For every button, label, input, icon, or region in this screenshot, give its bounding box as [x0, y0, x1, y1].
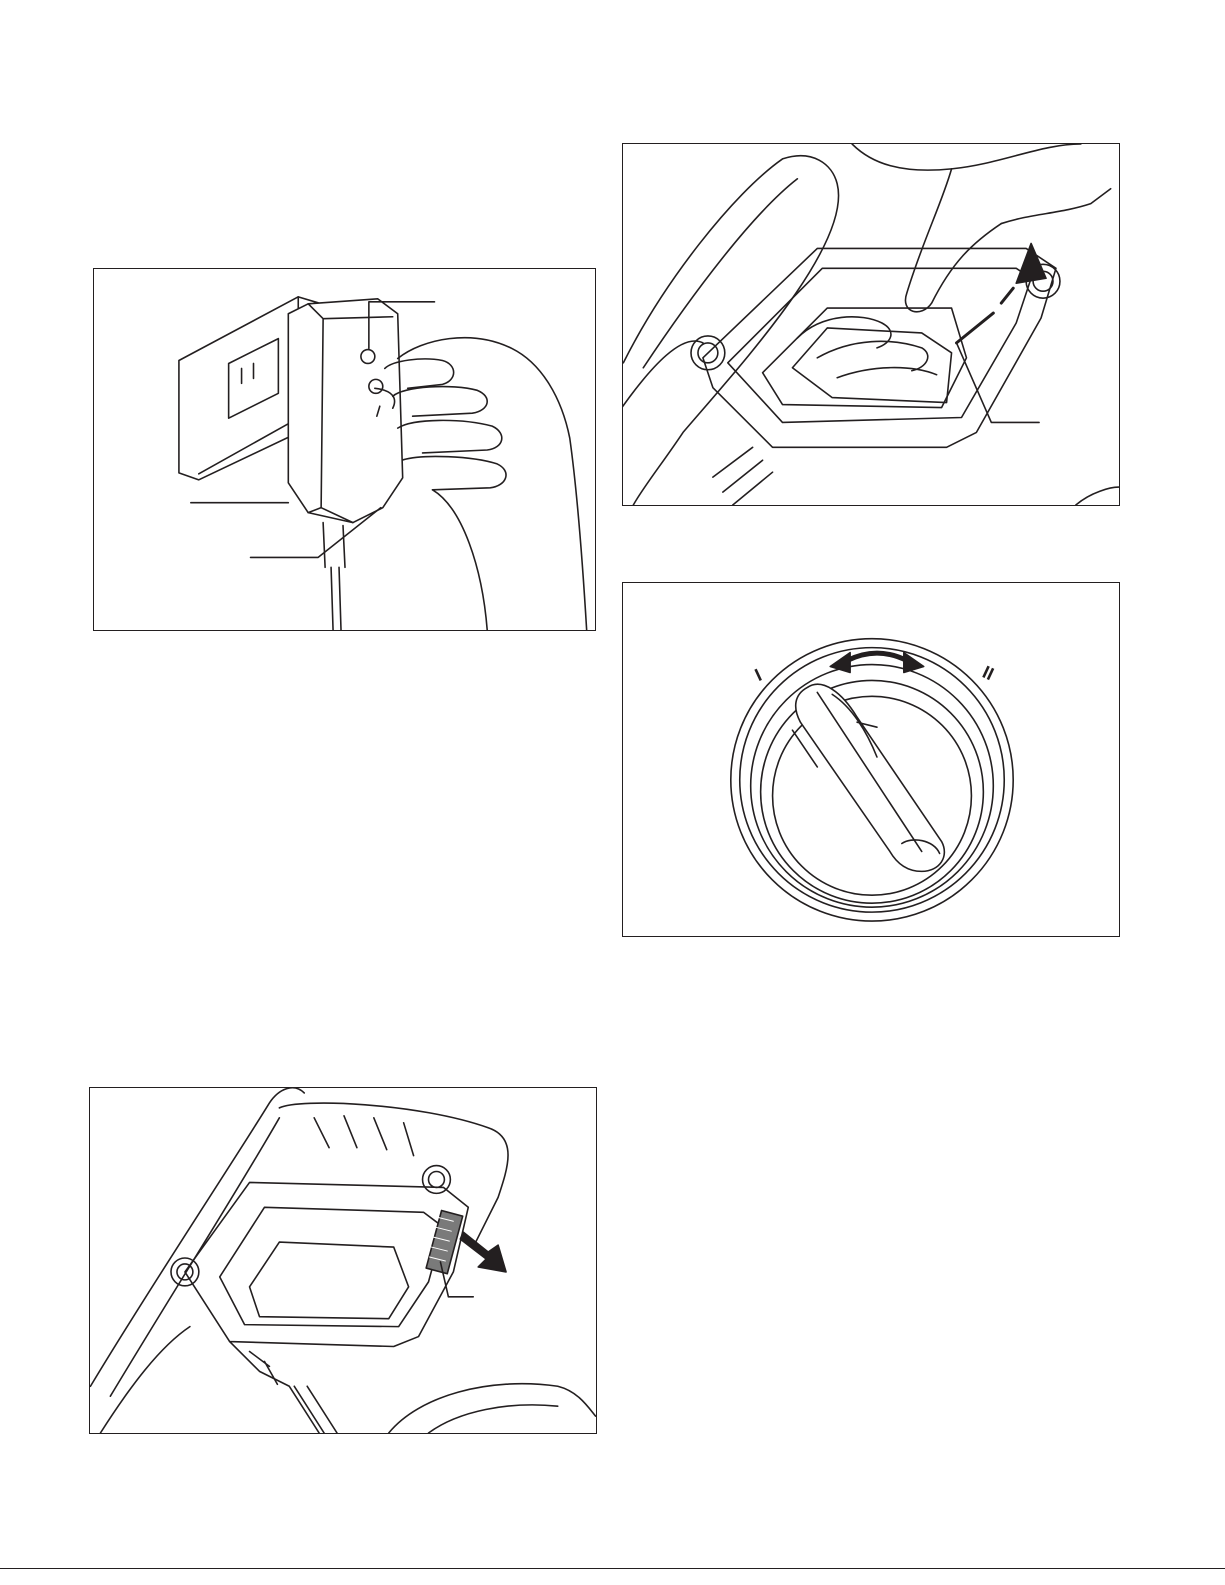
- battery-switch-illustration: [90, 1088, 596, 1433]
- figure-battery-removal: [622, 143, 1120, 506]
- dial-mark-one: I: [751, 664, 765, 686]
- dial-mark-two: II: [979, 661, 997, 685]
- gfci-plug-illustration: [94, 269, 595, 630]
- figure-gfci-plug: [93, 268, 596, 631]
- footer-rule: [0, 1568, 1225, 1569]
- battery-removal-illustration: [623, 144, 1119, 505]
- figure-selector-dial: [622, 582, 1120, 937]
- selector-dial-illustration: [623, 583, 1119, 936]
- figure-battery-switch: [89, 1087, 597, 1434]
